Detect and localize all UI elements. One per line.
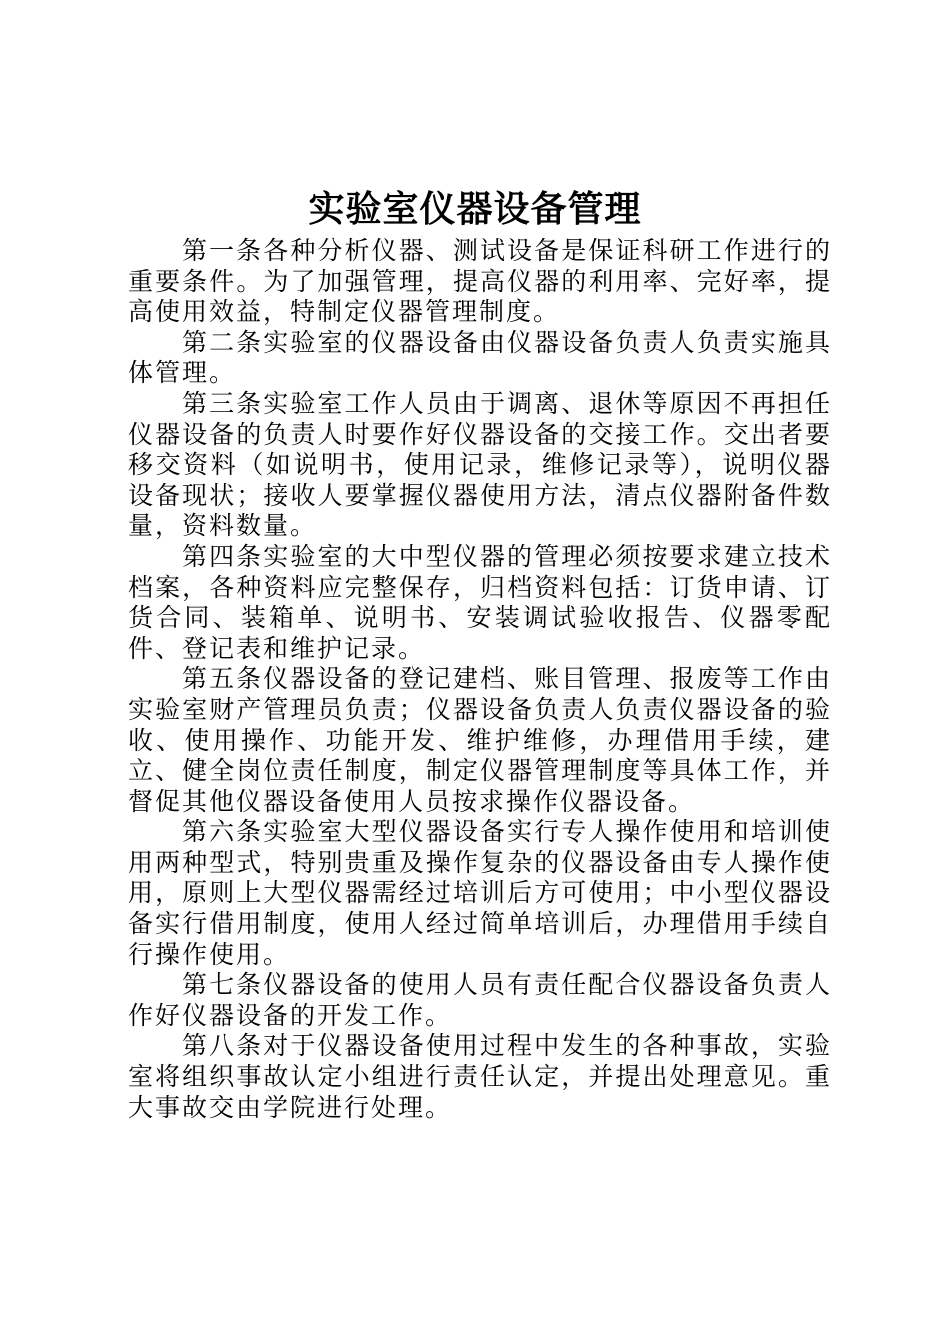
article-6: 第六条实验室大型仪器设备实行专人操作使用和培训使用两种型式，特别贵重及操作复杂的仪器设备由专人操作使用，原则上大型仪器需经过培训后方可使用；中小型仪器设备实行借用制度，使用人经过简单培训后，办理借用手续自行操作使用。 — [128, 817, 832, 969]
article-5: 第五条仪器设备的登记建档、账目管理、报废等工作由实验室财产管理员负责；仪器设备负责人负责仪器设备的验收、使用操作、功能开发、维护维修，办理借用手续，建立、健全岗位责任制度，制定仪器管理制度等具体工作，并督促其他仪器设备使用人员按求操作仪器设备。 — [128, 664, 832, 816]
article-4: 第四条实验室的大中型仪器的管理必须按要求建立技术档案，各种资料应完整保存，归档资料包括：订货申请、订货合同、装箱单、说明书、安装调试验收报告、仪器零配件、登记表和维护记录。 — [128, 541, 832, 663]
article-1: 第一条各种分析仪器、测试设备是保证科研工作进行的重要条件。为了加强管理，提高仪器的利用率、完好率，提高使用效益，特制定仪器管理制度。 — [128, 236, 832, 327]
article-2: 第二条实验室的仪器设备由仪器设备负责人负责实施具体管理。 — [128, 327, 832, 388]
article-3: 第三条实验室工作人员由于调离、退休等原因不再担任仪器设备的负责人时要作好仪器设备的交接工作。交出者要移交资料（如说明书，使用记录，维修记录等），说明仪器设备现状；接收人要掌握仪器使用方法，清点仪器附备件数量，资料数量。 — [128, 388, 832, 541]
article-7: 第七条仪器设备的使用人员有责任配合仪器设备负责人作好仪器设备的开发工作。 — [128, 970, 832, 1030]
document-title: 实验室仪器设备管理 — [308, 188, 642, 230]
article-8: 第八条对于仪器设备使用过程中发生的各种事故，实验室将组织事故认定小组进行责任认定，并提出处理意见。重大事故交由学院进行处理。 — [128, 1031, 832, 1122]
document-body — [128, 236, 832, 1123]
